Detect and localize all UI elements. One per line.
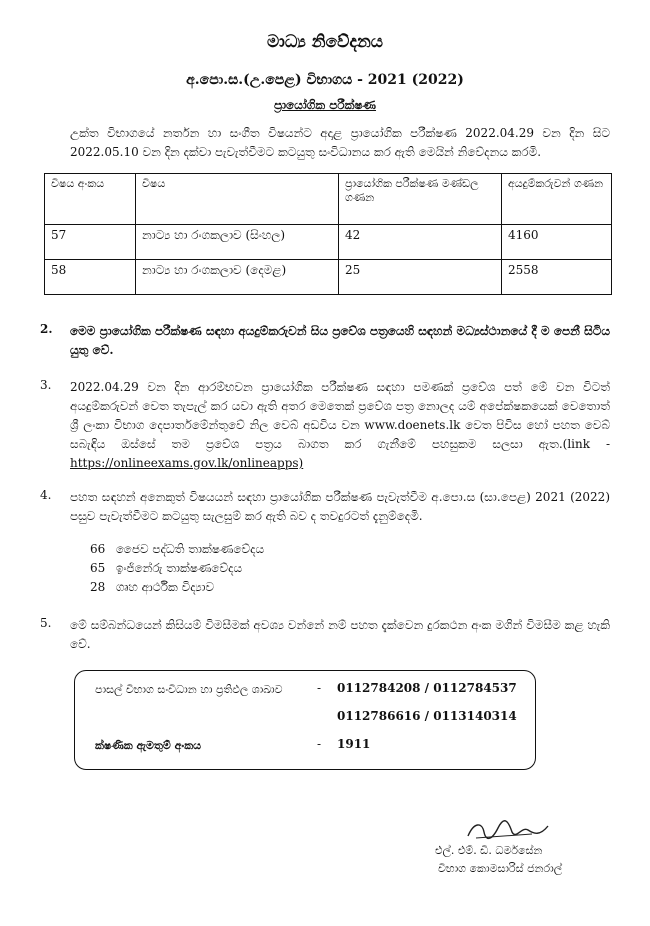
header-candidates: අයදුම්කරුවන් ගණන <box>502 174 612 225</box>
other-subjects-list <box>90 540 264 597</box>
header-subject: විෂය <box>136 174 339 225</box>
hotline-label: ක්ෂණික ඇමතුම් අංකය <box>95 739 202 752</box>
cell-boards: 25 <box>339 260 502 295</box>
contact-box <box>74 670 536 770</box>
page-title: මාධ්‍ය නිවේදනය <box>267 32 383 52</box>
online-apps-link[interactable]: https://onlineexams.gov.lk/onlineapps) <box>70 456 304 470</box>
item-number: 2. <box>40 322 53 336</box>
cell-code: 58 <box>45 260 136 295</box>
list-item <box>90 540 264 559</box>
cell-boards: 42 <box>339 225 502 260</box>
dash: - <box>317 681 322 695</box>
item-number: 3. <box>40 378 52 392</box>
subject-code: 28 <box>90 580 106 594</box>
cell-code: 57 <box>45 225 136 260</box>
table-header-row <box>45 174 612 225</box>
subject-name: ජෛව පද්ධති තාක්ෂණවේදය <box>115 542 265 556</box>
hotline-number: 1911 <box>337 737 371 751</box>
section-heading: ප්‍රායෝගික පරීක්ෂණ <box>273 98 377 112</box>
subject-name: ගෘහ ආර්ථික විද්‍යාව <box>115 580 215 594</box>
table-row <box>45 260 612 295</box>
item-number: 4. <box>40 488 52 502</box>
cell-candidates: 4160 <box>502 225 612 260</box>
signatory-name: එල්. එම්. ඩී. ධර්මසේන <box>435 844 543 857</box>
subject-code: 65 <box>90 561 106 575</box>
dash: - <box>317 737 322 751</box>
subject-name: ඉංජිනේරු තාක්ෂණවේදය <box>115 561 243 575</box>
cell-subject: නාට්‍ය හා රංගකලාව (සිංහල) <box>136 225 339 260</box>
signature-mark <box>462 818 552 844</box>
branch-phone-numbers-2: 0112786616 / 0113140314 <box>337 709 517 723</box>
practical-test-table <box>44 173 612 295</box>
item-4-text: පහත සඳහන් අනෙකුත් විෂයයන් සඳහා ප්‍රායෝගික පරීක්ෂණ පැවැත්වීම අ.පො.ස (සා.පෙළ) 2021 (2022) පසුව පැවැත්වීමට කටයුතු සැලසුම් කර ඇති බව ද තවදුරටත් දැනුම්දෙමි. <box>70 490 610 523</box>
branch-label: පාසල් විභාග සංවිධාන හා ප්‍රතිඵල ශාඛාව <box>95 683 283 696</box>
item-number: 5. <box>40 616 52 630</box>
item-2-text: මෙම ප්‍රායෝගික පරීක්ෂණ සඳහා අයදුම්කරුවන් සිය ප්‍රවේශ පත්‍රයෙහි සඳහන් මධ්‍යස්ථානයේ දී ම පෙනී සිටිය යුතු වේ. <box>70 324 610 357</box>
table-row <box>45 225 612 260</box>
subject-code: 66 <box>90 542 106 556</box>
list-item <box>90 559 264 578</box>
cell-candidates: 2558 <box>502 260 612 295</box>
branch-phone-numbers: 0112784208 / 0112784537 <box>337 681 517 695</box>
cell-subject: නාට්‍ය හා රංගකලාව (දෙමළ) <box>136 260 339 295</box>
intro-paragraph: උක්ත විභාගයේ නර්තන හා සංගීත විෂයන්ට අදාළ ප්‍රායෝගික පරීක්ෂණ 2022.04.29 වන දින සිට 2022.05.10 වන දින දක්වා පැවැත්වීමට කටයුතු සංවිධානය කර ඇති මෙයින් නිවේදනය කරමි. <box>70 126 610 159</box>
signatory-title: විභාග කොමසාරිස් ජනරාල් <box>438 862 563 875</box>
list-item <box>90 578 264 597</box>
exam-subtitle: අ.පො.ස.(උ.පෙළ) විභාගය - 2021 (2022) <box>186 72 464 88</box>
header-subject-code: විෂය අංකය <box>45 174 136 225</box>
item-3-body: 2022.04.29 වන දින ආරම්භවන ප්‍රායෝගික පරීක්ෂණ සඳහා පමණක් ප්‍රවේශ පත් මේ වන විටත් අයදුම්කරුවන් වෙත තැපැල් කර යවා ඇති අතර මෙතෙක් ප්‍රවේශ පත්‍ර නොලද යම් අපේක්ෂකයෙක් වෙතොත් ශ්‍රී ලංකා විභාග දෙපාර්තමේන්තුවේ නිල වෙබ් අඩවිය වන www.doenets.lk වෙත පිවිස හෝ පහත වෙබ් සබැඳිය ඔස්සේ තම ප්‍රවේශ පත්‍රය බාගත කර ගැනීමේ පහසුකම සලසා ඇත.(link - <box>70 380 610 451</box>
item-3-text <box>70 378 610 473</box>
header-boards: ප්‍රායෝගික පරීක්ෂණ මණ්ඩල ගණන <box>339 174 502 225</box>
item-5-text: මේ සම්බන්ධයෙන් කිසියම් විමසීමක් අවශ්‍ය වන්නේ නම් පහත දැක්වෙන දුරකථන අංක මගින් විමසීම කළ හැකි වේ. <box>70 618 610 651</box>
